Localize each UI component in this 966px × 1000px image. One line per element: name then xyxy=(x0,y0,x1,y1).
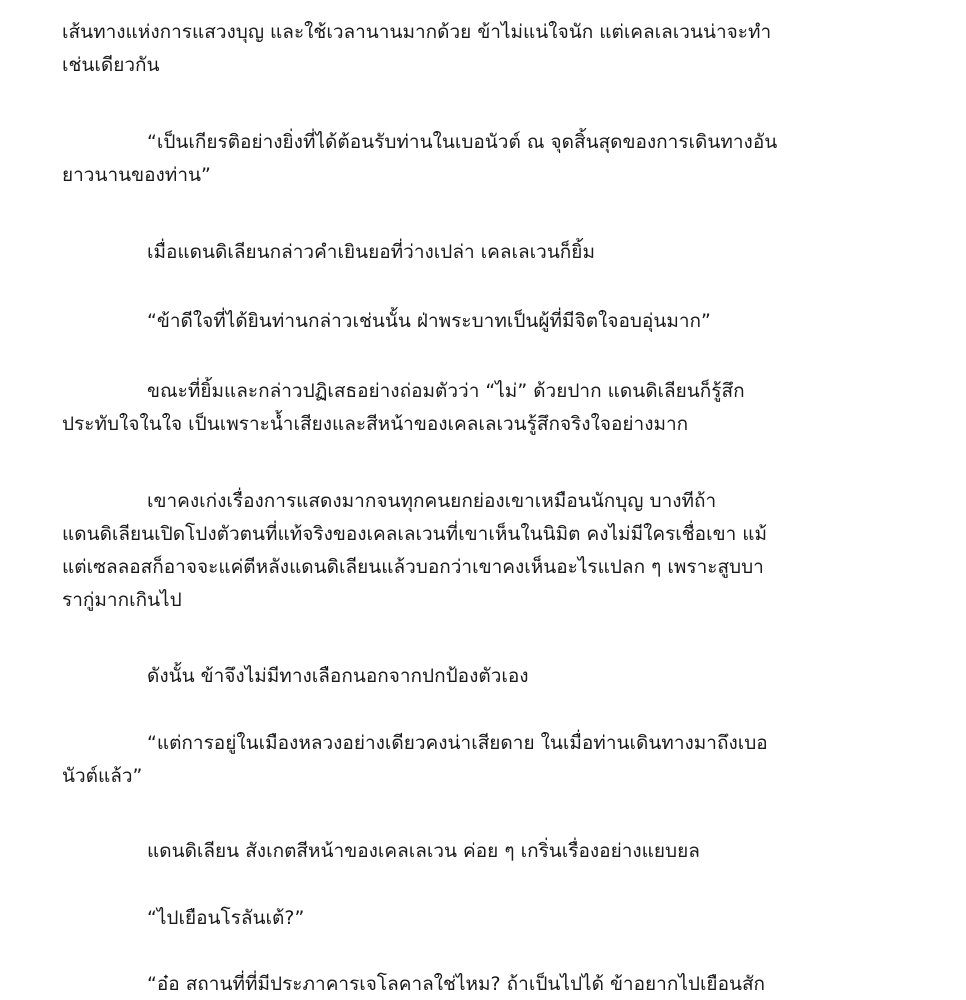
paragraph-3 xyxy=(62,236,912,269)
paragraph-10 xyxy=(62,902,912,935)
text-line: รากู่มากเกินไป xyxy=(62,589,182,611)
paragraph-1 xyxy=(62,16,912,82)
text-line: เส้นทางแห่งการแสวงบุญ และใช้เวลานานมากด้วย ข้าไม่แน่ใจนัก แต่เคลเลเวนน่าจะทำ xyxy=(62,21,772,43)
paragraph-9 xyxy=(62,835,912,868)
paragraph-4 xyxy=(62,305,912,338)
text-line: “ไปเยือนโรลันเต้?” xyxy=(147,907,305,929)
paragraph-11 xyxy=(62,968,912,1000)
text-line: แดนดิเลียนเปิดโปงตัวตนที่แท้จริงของเคลเลเวนที่เขาเห็นในนิมิต คงไม่มีใครเชื่อเขา แม้ xyxy=(62,523,768,545)
paragraph-2 xyxy=(62,126,912,192)
text-line: เขาคงเก่งเรื่องการแสดงมากจนทุกคนยกย่องเขาเหมือนนักบุญ บางทีถ้า xyxy=(147,490,717,512)
text-line: เช่นเดียวกัน xyxy=(62,54,160,76)
text-line: แดนดิเลียน สังเกตสีหน้าของเคลเลเวน ค่อย ๆ เกริ่นเรื่องอย่างแยบยล xyxy=(147,840,700,862)
text-line: “เป็นเกียรติอย่างยิ่งที่ได้ต้อนรับท่านในเบอนัวต์ ณ จุดสิ้นสุดของการเดินทางอัน xyxy=(147,131,778,153)
text-line: ประทับใจในใจ เป็นเพราะน้ำเสียงและสีหน้าของเคลเลเวนรู้สึกจริงใจอย่างมาก xyxy=(62,413,689,435)
text-line: “ข้าดีใจที่ได้ยินท่านกล่าวเช่นนั้น ฝ่าพระบาทเป็นผู้ที่มีจิตใจอบอุ่นมาก” xyxy=(147,310,711,332)
paragraph-8 xyxy=(62,727,912,793)
paragraph-5 xyxy=(62,375,912,441)
text-line: ขณะที่ยิ้มและกล่าวปฏิเสธอย่างถ่อมตัวว่า “ไม่” ด้วยปาก แดนดิเลียนก็รู้สึก xyxy=(147,380,745,402)
text-line: แต่เซลลอสก็อาจจะแค่ตีหลังแดนดิเลียนแล้วบอกว่าเขาคงเห็นอะไรแปลก ๆ เพราะสูบบา xyxy=(62,556,764,578)
text-line: เมื่อแดนดิเลียนกล่าวคำเยินยอที่ว่างเปล่า เคลเลเวนก็ยิ้ม xyxy=(147,241,595,263)
paragraph-7 xyxy=(62,660,912,693)
text-line: ดังนั้น ข้าจึงไม่มีทางเลือกนอกจากปกป้องตัวเอง xyxy=(147,665,529,687)
text-line: ยาวนานของท่าน” xyxy=(62,164,211,186)
text-line: “อ๋อ สถานที่ที่มีประภาคารเจโลคาลใช่ไหม? ถ้าเป็นไปได้ ข้าอยากไปเยือนสัก xyxy=(147,973,766,995)
paragraph-6 xyxy=(62,485,912,617)
text-line: “แต่การอยู่ในเมืองหลวงอย่างเดียวคงน่าเสียดาย ในเมื่อท่านเดินทางมาถึงเบอ xyxy=(147,732,768,754)
text-line: นัวต์แล้ว” xyxy=(62,765,143,787)
